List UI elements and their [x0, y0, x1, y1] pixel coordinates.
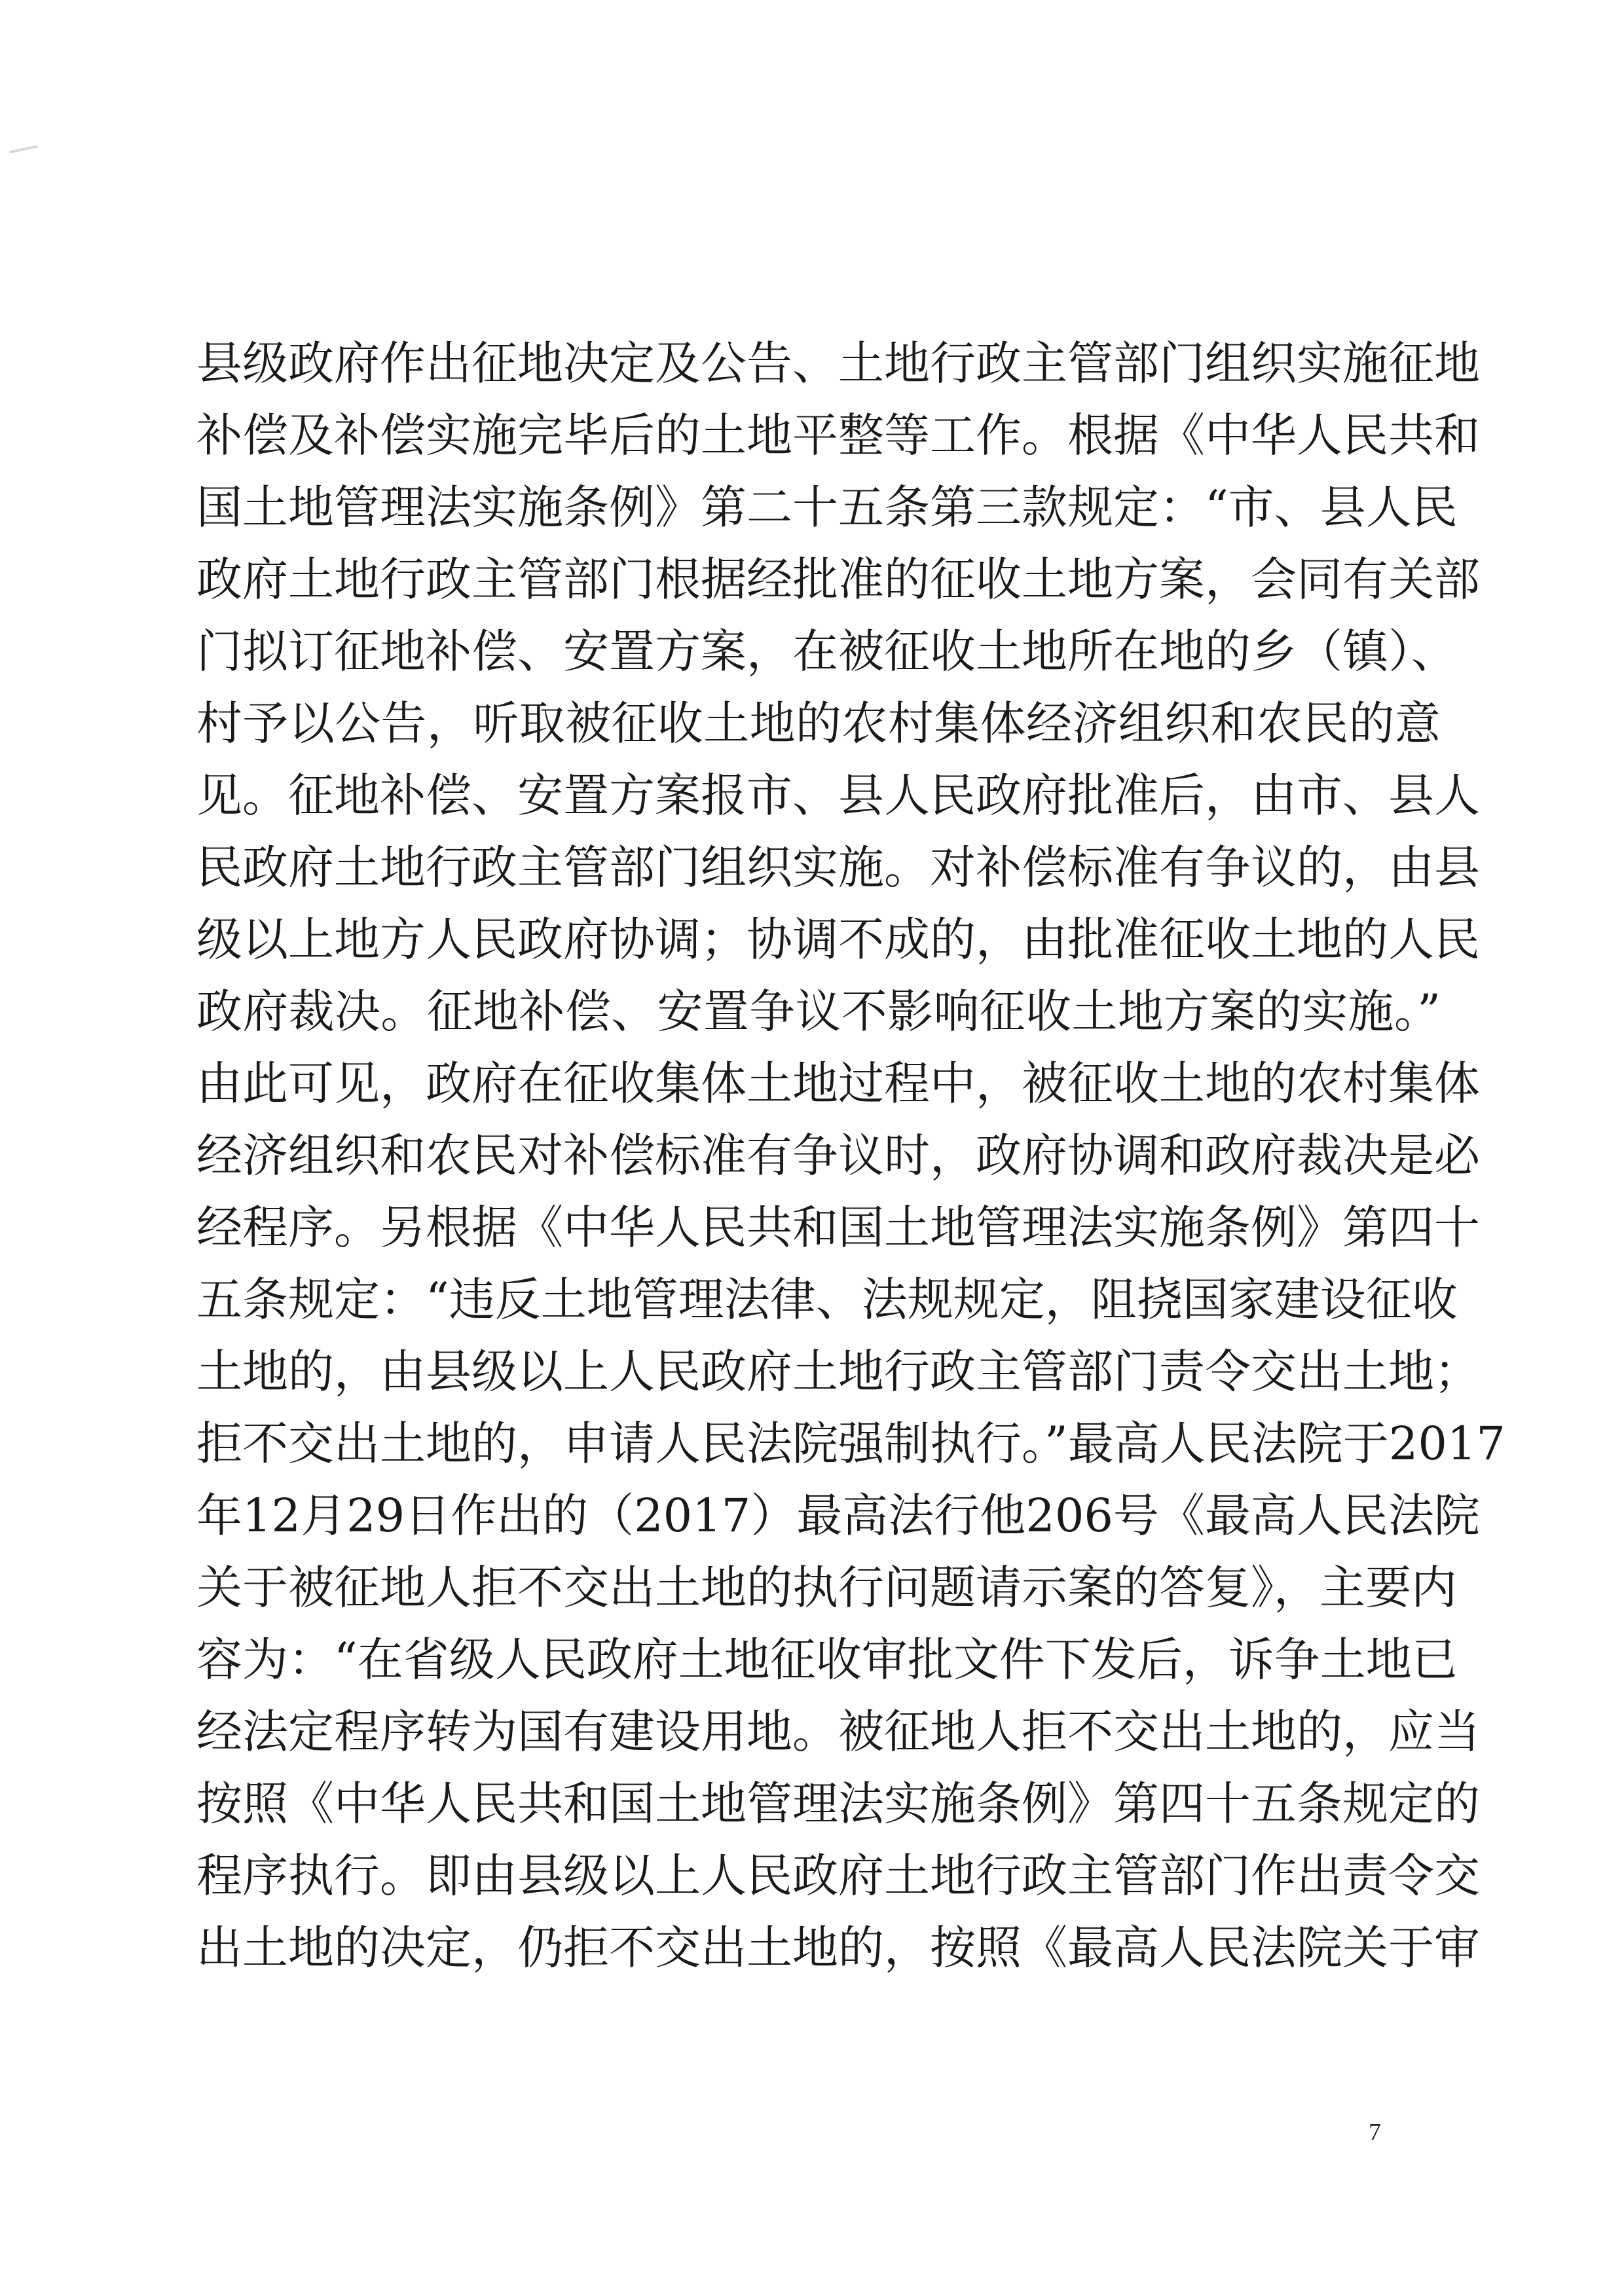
body-text [196, 327, 1505, 1984]
text-line: 容为：“在省级人民政府土地征收审批文件下发后，诉争土地已 [196, 1633, 1458, 1686]
text-line: 政府裁决。征地补偿、安置争议不影响征收土地方案的实施。” [196, 985, 1441, 1038]
text-line: 程序执行。即由县级以上人民政府土地行政主管部门作出责令交 [196, 1849, 1480, 1903]
text-line: 五条规定：“违反土地管理法律、法规规定，阻挠国家建设征收 [196, 1273, 1458, 1326]
text-line: 级以上地方人民政府协调；协调不成的，由批准征收土地的人民 [196, 913, 1480, 966]
text-line: 关于被征地人拒不交出土地的执行问题请示案的答复》，主要内 [196, 1561, 1457, 1614]
text-line: 经程序。另根据《中华人民共和国土地管理法实施条例》第四十 [196, 1201, 1480, 1254]
text-line: 经法定程序转为国有建设用地。被征地人拒不交出土地的，应当 [196, 1705, 1480, 1758]
text-line: 门拟订征地补偿、安置方案，在被征收土地所在地的乡（镇）、 [196, 625, 1457, 678]
text-line: 村予以公告，听取被征收土地的农村集体经济组织和农民的意 [196, 697, 1441, 750]
text-line: 国土地管理法实施条例》第二十五条第三款规定：“市、县人民 [196, 481, 1458, 534]
text-line: 政府土地行政主管部门根据经批准的征收土地方案，会同有关部 [196, 553, 1480, 606]
text-line: 土地的，由县级以上人民政府土地行政主管部门责令交出土地； [196, 1345, 1480, 1398]
text-line: 县级政府作出征地决定及公告、土地行政主管部门组织实施征地 [196, 337, 1480, 390]
text-line: 补偿及补偿实施完毕后的土地平整等工作。根据《中华人民共和 [196, 409, 1480, 462]
text-line: 出土地的决定，仍拒不交出土地的，按照《最高人民法院关于审 [196, 1921, 1480, 1975]
text-line: 年12月29日作出的（2017）最高法行他206号《最高人民法院 [196, 1489, 1480, 1542]
text-line: 见。征地补偿、安置方案报市、县人民政府批准后，由市、县人 [196, 769, 1480, 822]
text-line: 由此可见，政府在征收集体土地过程中，被征收土地的农村集体 [196, 1057, 1480, 1110]
text-line: 拒不交出土地的，申请人民法院强制执行。”最高人民法院于2017 [196, 1417, 1505, 1470]
page-number: 7 [1369, 2119, 1381, 2146]
text-line: 经济组织和农民对补偿标准有争议时，政府协调和政府裁决是必 [196, 1129, 1480, 1182]
text-line: 按照《中华人民共和国土地管理法实施条例》第四十五条规定的 [196, 1777, 1480, 1831]
scan-mark [9, 145, 38, 153]
text-line: 民政府土地行政主管部门组织实施。对补偿标准有争议的，由县 [196, 841, 1480, 894]
